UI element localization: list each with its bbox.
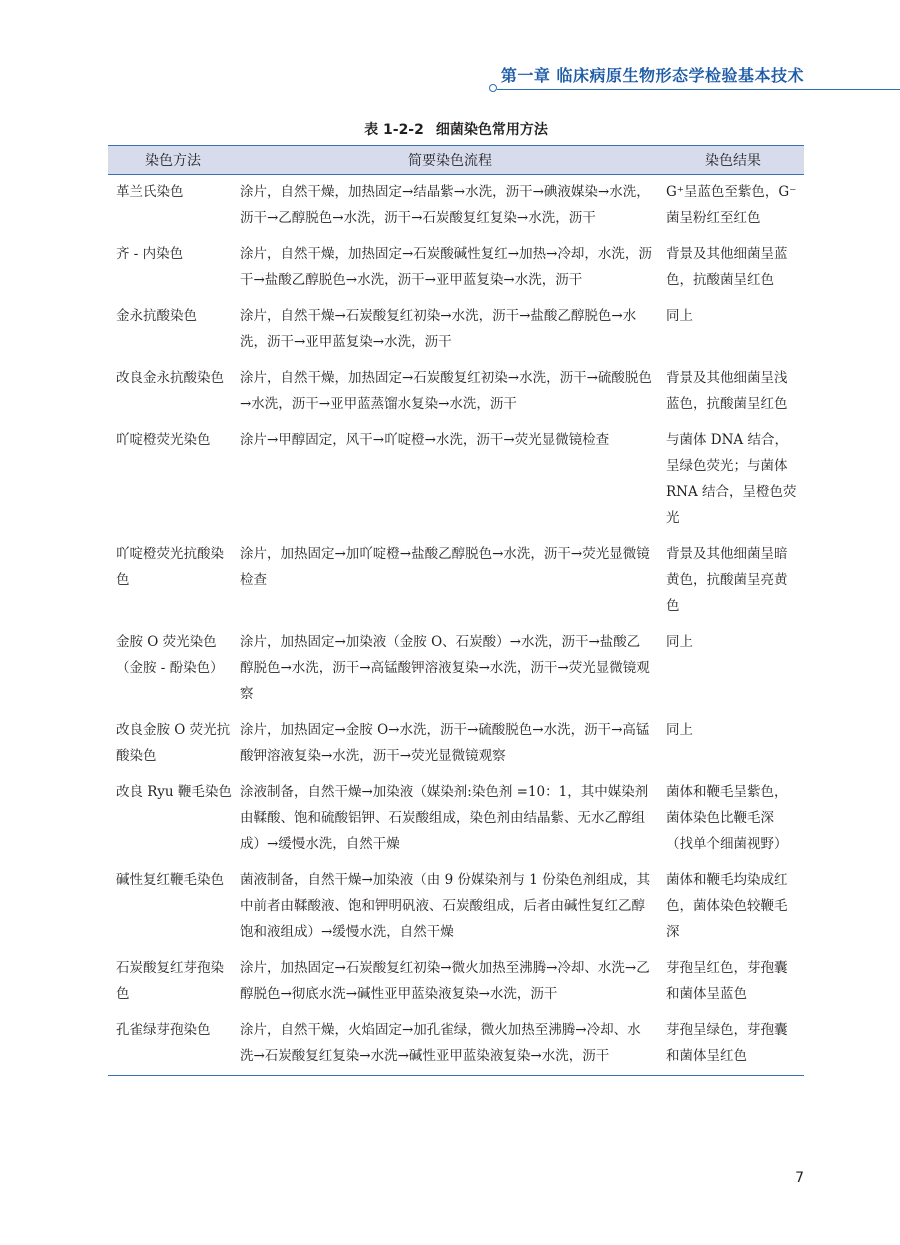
table-header-row [108,146,804,175]
row-method: 金永抗酸染色 [116,308,197,324]
table-body [108,175,804,1076]
row-method: 孔雀绿芽孢染色 [108,1013,238,1076]
table-row [108,537,804,625]
row-procedure: 涂片，自然干燥，加热固定→结晶紫→水洗，沥干→碘液媒染→水洗，沥干→乙醇脱色→水洗，沥干→石炭酸复红复染→水洗，沥干 [240,184,650,226]
row-method: 吖啶橙荧光染色 [116,432,211,448]
row-procedure: 涂片，加热固定→加吖啶橙→盐酸乙醇脱色→水洗，沥干→荧光显微镜检查 [240,546,650,588]
row-procedure: 涂片，自然干燥，加热固定→石炭酸碱性复红→加热→冷却，水洗，沥干→盐酸乙醇脱色→水洗，沥干→亚甲蓝复染→水洗，沥干 [240,246,652,288]
table-row [108,713,804,775]
row-method: 革兰氏染色 [116,184,184,200]
column-header-result: 染色结果 [662,146,804,175]
row-method: 齐 - 内染色 [116,246,184,262]
row-result: 菌体和鞭毛呈紫色，菌体染色比鞭毛深（找单个细菌视野） [666,784,788,852]
row-procedure: 涂片，加热固定→石炭酸复红初染→微火加热至沸腾→冷却、水洗→乙醇脱色→彻底水洗→碱性亚甲蓝染液复染→水洗，沥干 [240,960,650,1002]
row-procedure: 涂片，自然干燥→石炭酸复红初染→水洗，沥干→盐酸乙醇脱色→水洗，沥干→亚甲蓝复染→水洗，沥干 [240,308,637,350]
row-result: 背景及其他细菌呈暗黄色，抗酸菌呈亮黄色 [666,546,788,614]
table-row [108,863,804,951]
table-row [108,1013,804,1076]
row-procedure: 涂液制备，自然干燥→加染液（媒染剂:染色剂 =10：1，其中媒染剂由鞣酸、饱和硫酸铝钾、石炭酸组成，染色剂由结晶紫、无水乙醇组成）→缓慢水洗，自然干燥 [240,784,649,852]
table-row [108,423,804,537]
row-result: G⁺呈蓝色至紫色，G⁻菌呈粉红至红色 [666,184,797,226]
row-method: 石炭酸复红芽孢染色 [116,960,224,1002]
row-procedure: 涂片，自然干燥，加热固定→石炭酸复红初染→水洗，沥干→硫酸脱色→水洗，沥干→亚甲蓝蒸馏水复染→水洗，沥干 [240,370,652,412]
row-method: 改良金胺 O 荧光抗酸染色 [116,722,231,764]
chapter-title: 第一章 临床病原生物形态学检验基本技术 [500,66,804,85]
row-result: 同上 [666,634,693,650]
table-row [108,237,804,299]
column-header-method: 染色方法 [108,146,238,175]
row-result: 与菌体 DNA 结合，呈绿色荧光；与菌体 RNA 结合，呈橙色荧光 [666,432,797,526]
staining-methods-table [108,145,804,1076]
header-ornament-dot [489,84,497,92]
row-result: 背景及其他细菌呈蓝色，抗酸菌呈红色 [666,246,788,288]
header-rule [497,89,900,90]
column-header-procedure: 简要染色流程 [238,146,662,175]
row-procedure: 涂片，加热固定→金胺 O→水洗，沥干→硫酸脱色→水洗，沥干→高锰酸钾溶液复染→水洗，沥干→荧光显微镜观察 [240,722,650,764]
row-result: 芽孢呈红色，芽孢囊和菌体呈蓝色 [666,960,788,1002]
table-row [108,951,804,1013]
page-number: 7 [795,1170,804,1186]
table-title: 细菌染色常用方法 [435,122,548,138]
row-procedure: 涂片，加热固定→加染液（金胺 O、石炭酸）→水洗，沥干→盐酸乙醇脱色→水洗，沥干→高锰酸钾溶液复染→水洗，沥干→荧光显微镜观察 [240,634,650,702]
row-result: 同上 [666,722,693,738]
row-procedure: 涂片，自然干燥，火焰固定→加孔雀绿，微火加热至沸腾→冷却、水洗→石炭酸复红复染→水洗→碱性亚甲蓝染液复染→水洗，沥干 [238,1013,662,1076]
row-method: 改良 Ryu 鞭毛染色 [116,784,232,800]
table-row [108,299,804,361]
table-caption [108,119,804,139]
table-row [108,775,804,863]
row-result: 芽孢呈绿色，芽孢囊和菌体呈红色 [662,1013,804,1076]
row-method: 改良金永抗酸染色 [116,370,224,386]
row-result: 背景及其他细菌呈浅蓝色，抗酸菌呈红色 [666,370,788,412]
row-method: 碱性复红鞭毛染色 [116,872,224,888]
table-number: 表 1-2-2 [364,122,424,138]
table-row [108,625,804,713]
table-row [108,361,804,423]
table-row [108,175,804,238]
row-method: 吖啶橙荧光抗酸染色 [116,546,224,588]
row-method: 金胺 O 荧光染色（金胺 - 酚染色） [116,634,224,676]
row-procedure: 涂片→甲醇固定，风干→吖啶橙→水洗，沥干→荧光显微镜检查 [240,432,610,448]
row-result: 同上 [666,308,693,324]
row-procedure: 菌液制备，自然干燥→加染液（由 9 份媒染剂与 1 份染色剂组成，其中前者由鞣酸液、饱和钾明矾液、石炭酸组成，后者由碱性复红乙醇饱和液组成）→缓慢水洗，自然干燥 [240,872,651,940]
row-result: 菌体和鞭毛均染成红色，菌体染色较鞭毛深 [666,872,788,940]
